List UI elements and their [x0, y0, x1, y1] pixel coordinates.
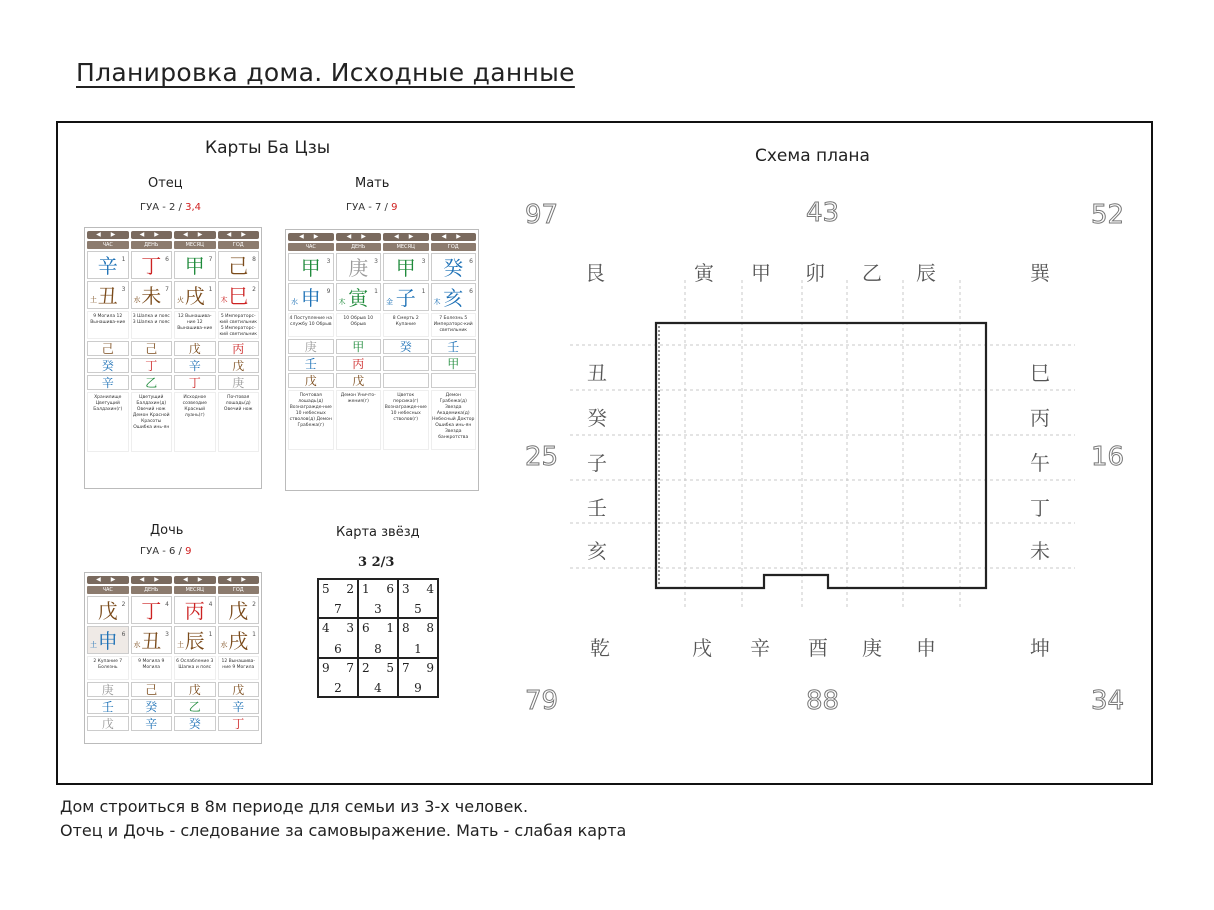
plan-number-se: 34: [1091, 686, 1125, 716]
plan-top-mountain: 巽: [1030, 261, 1050, 285]
heavenly-stem: 戊 2: [218, 596, 260, 624]
symbolic-stars-text: Демон Уничто-жения(г): [336, 390, 382, 450]
hidden-stem: 乙: [174, 699, 216, 714]
heavenly-stem: 丙 4: [174, 596, 216, 624]
card-hidden-stems-row: [85, 356, 261, 373]
plan-left-mountain: 壬: [587, 496, 607, 520]
plan-top-mountain: 乙: [862, 261, 882, 285]
earthly-branch: 申 6 土: [87, 626, 129, 654]
stem-number: 2: [121, 601, 126, 608]
element-mark: 水: [291, 298, 298, 306]
hidden-stem: 辛: [131, 716, 173, 731]
earthly-branch: 巳 2 木: [218, 281, 260, 309]
life-phase-text: 12 Вынашива-ние 12 Вынашива-ние: [174, 311, 216, 339]
card-branches-row: [85, 279, 261, 309]
plan-number-nw: 97: [525, 200, 559, 230]
symbolic-stars-text: Исходное созвездие Красный луань(г): [174, 392, 216, 452]
stem-number: 2: [252, 601, 256, 608]
plan-grid: [570, 270, 1080, 610]
mountain-star: 9: [322, 660, 330, 675]
footer-line-1: Дом строиться в 8м периоде для семьи из 3-х человек.: [60, 797, 529, 816]
card-nav-arrows[interactable]: ◀ ▶: [336, 233, 382, 241]
hidden-stem: 癸: [174, 716, 216, 731]
plan-right-mountain: 未: [1030, 539, 1050, 563]
card-nav-arrows[interactable]: ◀ ▶: [131, 231, 173, 239]
water-star: 8: [426, 621, 434, 636]
earthly-branch: 申 9 水: [288, 283, 334, 311]
plan-left-mountain: 丑: [587, 361, 607, 385]
star-palace: [398, 579, 438, 618]
mountain-star: 8: [402, 621, 410, 636]
life-phase-text: 5 Императорс-кий светильник 5 Императорс-кий светильник: [218, 311, 260, 339]
life-phase-text: 8 Смерть 2 Купание: [383, 313, 429, 337]
father-bazi-card: [84, 227, 262, 489]
branch-number: 1: [252, 631, 256, 638]
card-column-header: МЕСЯЦ: [383, 243, 429, 251]
card-hidden-stems-row: [85, 339, 261, 356]
mother-label: Мать: [355, 176, 390, 191]
plan-top-mountain: 卯: [805, 261, 825, 285]
hidden-stem: 丙: [218, 341, 260, 356]
plan-bottom-mountain: 庚: [862, 636, 882, 660]
earthly-branch: 寅 1 木: [336, 283, 382, 311]
life-phase-text: 10 Обрыв 10 Обрыв: [336, 313, 382, 337]
base-star: 4: [374, 680, 382, 695]
plan-number-ne: 52: [1091, 200, 1125, 230]
branch-number: 1: [208, 631, 213, 638]
card-hidden-stems-row: [85, 697, 261, 714]
star-palace: [358, 658, 398, 697]
element-mark: 火: [177, 296, 184, 304]
earthly-branch: 辰 1 土: [174, 626, 216, 654]
stem-number: 4: [208, 601, 213, 608]
hidden-stem: 己: [87, 341, 129, 356]
earthly-branch: 丑 3 水: [131, 626, 173, 654]
stem-number: 3: [421, 258, 426, 265]
earthly-branch: 丑 3 土: [87, 281, 129, 309]
life-phase-text: 9 Могила 12 Вынашива-ние: [87, 311, 129, 339]
base-star: 1: [414, 641, 422, 656]
star-map-label: Карта звёзд: [336, 525, 420, 540]
element-mark: 土: [90, 641, 97, 649]
hidden-stem: 戊: [87, 716, 129, 731]
element-mark: 水: [220, 641, 228, 649]
life-phase-text: 4 Поступление на службу 10 Обрыв: [288, 313, 334, 337]
hidden-stem: 癸: [87, 358, 129, 373]
hidden-stem: 甲: [336, 339, 382, 354]
card-column-header: ДЕНЬ: [131, 586, 173, 594]
card-nav-arrows[interactable]: ◀ ▶: [174, 576, 216, 584]
hidden-stem: 戊: [218, 682, 260, 697]
card-phase-row: [85, 309, 261, 339]
symbolic-stars-text: Цветок персика(г) Вознагражде-ние 10 небесных стволов(г): [383, 390, 429, 450]
plan-left-mountain: 癸: [587, 406, 607, 430]
card-nav-arrows[interactable]: ◀ ▶: [383, 233, 429, 241]
element-mark: 木: [338, 298, 346, 306]
branch-number: 7: [165, 286, 169, 293]
element-mark: 木: [220, 296, 228, 304]
earthly-branch: 亥 6 木: [431, 283, 477, 311]
card-column-header: ЧАС: [87, 586, 129, 594]
card-column-header: ДЕНЬ: [131, 241, 173, 249]
hidden-stem: 壬: [288, 356, 334, 371]
plan-number-s: 88: [806, 686, 840, 716]
branch-number: 2: [252, 286, 256, 293]
hidden-stem: 辛: [174, 358, 216, 373]
stem-number: 6: [469, 258, 473, 265]
plan-right-mountain: 丙: [1030, 406, 1050, 430]
hidden-stem: 戊: [174, 682, 216, 697]
life-phase-text: 7 Болезнь 5 Императорс-кий светильник: [431, 313, 477, 337]
stem-number: 6: [165, 256, 169, 263]
card-column-header: ДЕНЬ: [336, 243, 382, 251]
heavenly-stem: 甲 3: [383, 253, 429, 281]
life-phase-text: 12 Вынашива-ние 9 Могила: [218, 656, 260, 680]
base-star: 5: [414, 602, 422, 617]
hidden-stem: 己: [131, 341, 173, 356]
heavenly-stem: 辛 1: [87, 251, 129, 279]
mountain-star: 5: [322, 582, 330, 596]
hidden-stem: [383, 356, 429, 371]
hidden-stem: 癸: [131, 699, 173, 714]
base-star: 8: [374, 641, 382, 656]
branch-number: 3: [165, 631, 169, 638]
symbolic-stars-text: Хранилище Цветущий Балдахин(г): [87, 392, 129, 452]
hidden-stem: 丁: [218, 716, 260, 731]
card-phase-row: [286, 311, 478, 337]
card-phase-row: [85, 654, 261, 680]
plan-top-mountain: 甲: [751, 261, 771, 285]
plan-number-sw: 79: [525, 686, 559, 716]
plan-left-mountain: 亥: [587, 539, 607, 563]
water-star: 1: [386, 621, 394, 636]
star-palace: [318, 618, 358, 657]
bazi-heading: Карты Ба Цзы: [205, 138, 331, 158]
card-nav-row: [85, 573, 261, 584]
hidden-stem: 丁: [174, 375, 216, 390]
plan-right-mountain: 丁: [1030, 496, 1050, 520]
hidden-stem: 丙: [336, 356, 382, 371]
plan-number-e: 16: [1091, 442, 1125, 472]
plan-bottom-mountain: 酉: [808, 636, 828, 660]
base-star: 6: [334, 641, 342, 656]
card-header-row: [286, 241, 478, 251]
element-mark: 水: [133, 641, 141, 649]
card-header-row: [85, 239, 261, 249]
base-star: 9: [414, 680, 422, 695]
card-column-header: ГОД: [431, 243, 477, 251]
mountain-star: 6: [362, 621, 370, 636]
star-palace: [358, 618, 398, 657]
card-nav-arrows[interactable]: ◀ ▶: [87, 231, 129, 239]
symbolic-stars-text: Почтовая лошадь(д) Вознагражде-ние 10 небесных стволов(д) Демон Грабежа(г): [288, 390, 334, 450]
card-column-header: ГОД: [218, 586, 260, 594]
stem-number: 8: [252, 256, 256, 263]
plan-number-w: 25: [525, 442, 559, 472]
card-header-row: [85, 584, 261, 594]
card-stars-row: [286, 388, 478, 452]
life-phase-text: 6 Ослабление 3 Шапка и пояс: [174, 656, 216, 680]
hidden-stem: 壬: [87, 699, 129, 714]
earthly-branch: 戌 1 火: [174, 281, 216, 309]
branch-number: 3: [121, 286, 126, 293]
stem-number: 7: [208, 256, 213, 263]
hidden-stem: 丁: [131, 358, 173, 373]
card-nav-arrows[interactable]: ◀ ▶: [288, 233, 334, 241]
plan-heading: Схема плана: [755, 146, 870, 166]
card-nav-row: [85, 228, 261, 239]
earthly-branch: 未 7 水: [131, 281, 173, 309]
daughter-bazi-card: [84, 572, 262, 744]
card-stems-row: [286, 251, 478, 281]
branch-number: 1: [208, 286, 213, 293]
card-nav-arrows[interactable]: ◀ ▶: [431, 233, 477, 241]
plan-right-mountain: 午: [1030, 451, 1050, 475]
hidden-stem: [431, 373, 477, 388]
star-palace: [358, 579, 398, 618]
hidden-stem: 辛: [218, 699, 260, 714]
water-star: 3: [346, 621, 354, 636]
plan-bottom-mountain: 乾: [590, 636, 610, 660]
plan-left-mountain: 子: [587, 451, 607, 475]
card-column-header: ЧАС: [87, 241, 129, 249]
element-mark: 水: [133, 296, 141, 304]
daughter-gua: ГУА - 6 / 9: [140, 546, 192, 557]
card-nav-arrows[interactable]: ◀ ▶: [218, 231, 260, 239]
card-branches-row: [85, 624, 261, 654]
plan-top-mountain: 辰: [916, 261, 936, 285]
star-palace: [398, 658, 438, 697]
card-hidden-stems-row: [85, 714, 261, 731]
plan-top-mountain: 寅: [694, 261, 714, 285]
life-phase-text: 2 Купание 7 Болезнь: [87, 656, 129, 680]
card-column-header: ЧАС: [288, 243, 334, 251]
symbolic-stars-text: Цветущий Балдахин(д) Овечий нож Демон Красной Красоты Ошибка инь-ян: [131, 392, 173, 452]
element-mark: 土: [177, 641, 184, 649]
mountain-star: 1: [362, 582, 370, 596]
hidden-stem: 癸: [383, 339, 429, 354]
water-star: 6: [386, 582, 394, 596]
card-hidden-stems-row: [85, 680, 261, 697]
branch-number: 6: [469, 288, 473, 295]
branch-number: 6: [121, 631, 126, 638]
star-map-heading: 3 2/3: [358, 555, 395, 570]
element-mark: 金: [386, 298, 393, 306]
star-palace: [318, 579, 358, 618]
stem-number: 3: [374, 258, 378, 265]
father-label: Отец: [148, 176, 183, 191]
base-star: 3: [374, 602, 382, 617]
earthly-branch: 子 1 金: [383, 283, 429, 311]
hidden-stem: 戊: [288, 373, 334, 388]
life-phase-text: 9 Могила 9 Могила: [131, 656, 173, 680]
branch-number: 1: [421, 288, 426, 295]
star-palace: [398, 618, 438, 657]
mountain-star: 4: [322, 621, 330, 636]
hidden-stem: 壬: [431, 339, 477, 354]
water-star: 9: [426, 660, 434, 675]
hidden-stem: 戊: [336, 373, 382, 388]
plan-bottom-mountain: 坤: [1030, 636, 1050, 660]
card-nav-arrows[interactable]: ◀ ▶: [174, 231, 216, 239]
heavenly-stem: 庚 3: [336, 253, 382, 281]
card-column-header: ГОД: [218, 241, 260, 249]
heavenly-stem: 甲 3: [288, 253, 334, 281]
base-star: 2: [334, 680, 342, 695]
father-gua: ГУА - 2 / 3,4: [140, 202, 201, 213]
element-mark: 土: [90, 296, 97, 304]
branch-number: 1: [374, 288, 378, 295]
card-nav-arrows[interactable]: ◀ ▶: [218, 576, 260, 584]
plan-bottom-mountain: 戌: [692, 636, 712, 660]
plan-top-mountain: 艮: [585, 261, 605, 285]
plan-number-n: 43: [806, 198, 840, 228]
hidden-stem: 戊: [174, 341, 216, 356]
hidden-stem: 己: [131, 682, 173, 697]
card-stars-row: [85, 390, 261, 454]
card-column-header: МЕСЯЦ: [174, 241, 216, 249]
mountain-star: 2: [362, 660, 370, 675]
plan-bottom-mountain: 辛: [750, 636, 770, 660]
heavenly-stem: 丁 6: [131, 251, 173, 279]
card-branches-row: [286, 281, 478, 311]
hidden-stem: 庚: [288, 339, 334, 354]
heavenly-stem: 癸 6: [431, 253, 477, 281]
page-title: Планировка дома. Исходные данные: [76, 58, 575, 87]
hidden-stem: 戊: [218, 358, 260, 373]
mountain-star: 7: [402, 660, 410, 675]
star-map-grid: [317, 578, 439, 698]
hidden-stem: 庚: [87, 682, 129, 697]
hidden-stem: [383, 373, 429, 388]
heavenly-stem: 甲 7: [174, 251, 216, 279]
card-hidden-stems-row: [85, 373, 261, 390]
element-mark: 木: [433, 298, 441, 306]
water-star: 2: [346, 582, 354, 596]
mother-gua: ГУА - 7 / 9: [346, 202, 398, 213]
card-hidden-stems-row: [286, 337, 478, 354]
life-phase-text: 3 Шапка и пояс 3 Шапка и пояс: [131, 311, 173, 339]
mother-bazi-card: [285, 229, 479, 491]
heavenly-stem: 己 8: [218, 251, 260, 279]
card-stems-row: [85, 594, 261, 624]
plan-right-mountain: 巳: [1030, 361, 1050, 385]
daughter-label: Дочь: [150, 523, 184, 538]
card-stems-row: [85, 249, 261, 279]
plan-bottom-mountain: 申: [916, 636, 936, 660]
hidden-stem: 乙: [131, 375, 173, 390]
heavenly-stem: 丁 4: [131, 596, 173, 624]
hidden-stem: 辛: [87, 375, 129, 390]
hidden-stem: 甲: [431, 356, 477, 371]
card-nav-row: [286, 230, 478, 241]
stem-number: 3: [326, 258, 331, 265]
base-star: 7: [334, 602, 342, 617]
hidden-stem: 庚: [218, 375, 260, 390]
stem-number: 1: [121, 256, 126, 263]
footer-line-2: Отец и Дочь - следование за самовыражение. Мать - слабая карта: [60, 821, 627, 840]
star-palace: [318, 658, 358, 697]
symbolic-stars-text: Демон Грабежа(д) Звезда Академика(д) Небесный Доктор Ошибка инь-ян Звезда банкротства: [431, 390, 477, 450]
earthly-branch: 戌 1 水: [218, 626, 260, 654]
card-nav-arrows[interactable]: ◀ ▶: [87, 576, 129, 584]
water-star: 4: [426, 582, 434, 596]
card-hidden-stems-row: [286, 354, 478, 371]
card-nav-arrows[interactable]: ◀ ▶: [131, 576, 173, 584]
water-star: 7: [346, 660, 354, 675]
water-star: 5: [386, 660, 394, 675]
stem-number: 4: [165, 601, 169, 608]
card-hidden-stems-row: [286, 371, 478, 388]
card-column-header: МЕСЯЦ: [174, 586, 216, 594]
symbolic-stars-text: Почтовая лошадь(д) Овечий нож: [218, 392, 260, 452]
mountain-star: 3: [402, 582, 410, 596]
heavenly-stem: 戊 2: [87, 596, 129, 624]
branch-number: 9: [326, 288, 331, 295]
